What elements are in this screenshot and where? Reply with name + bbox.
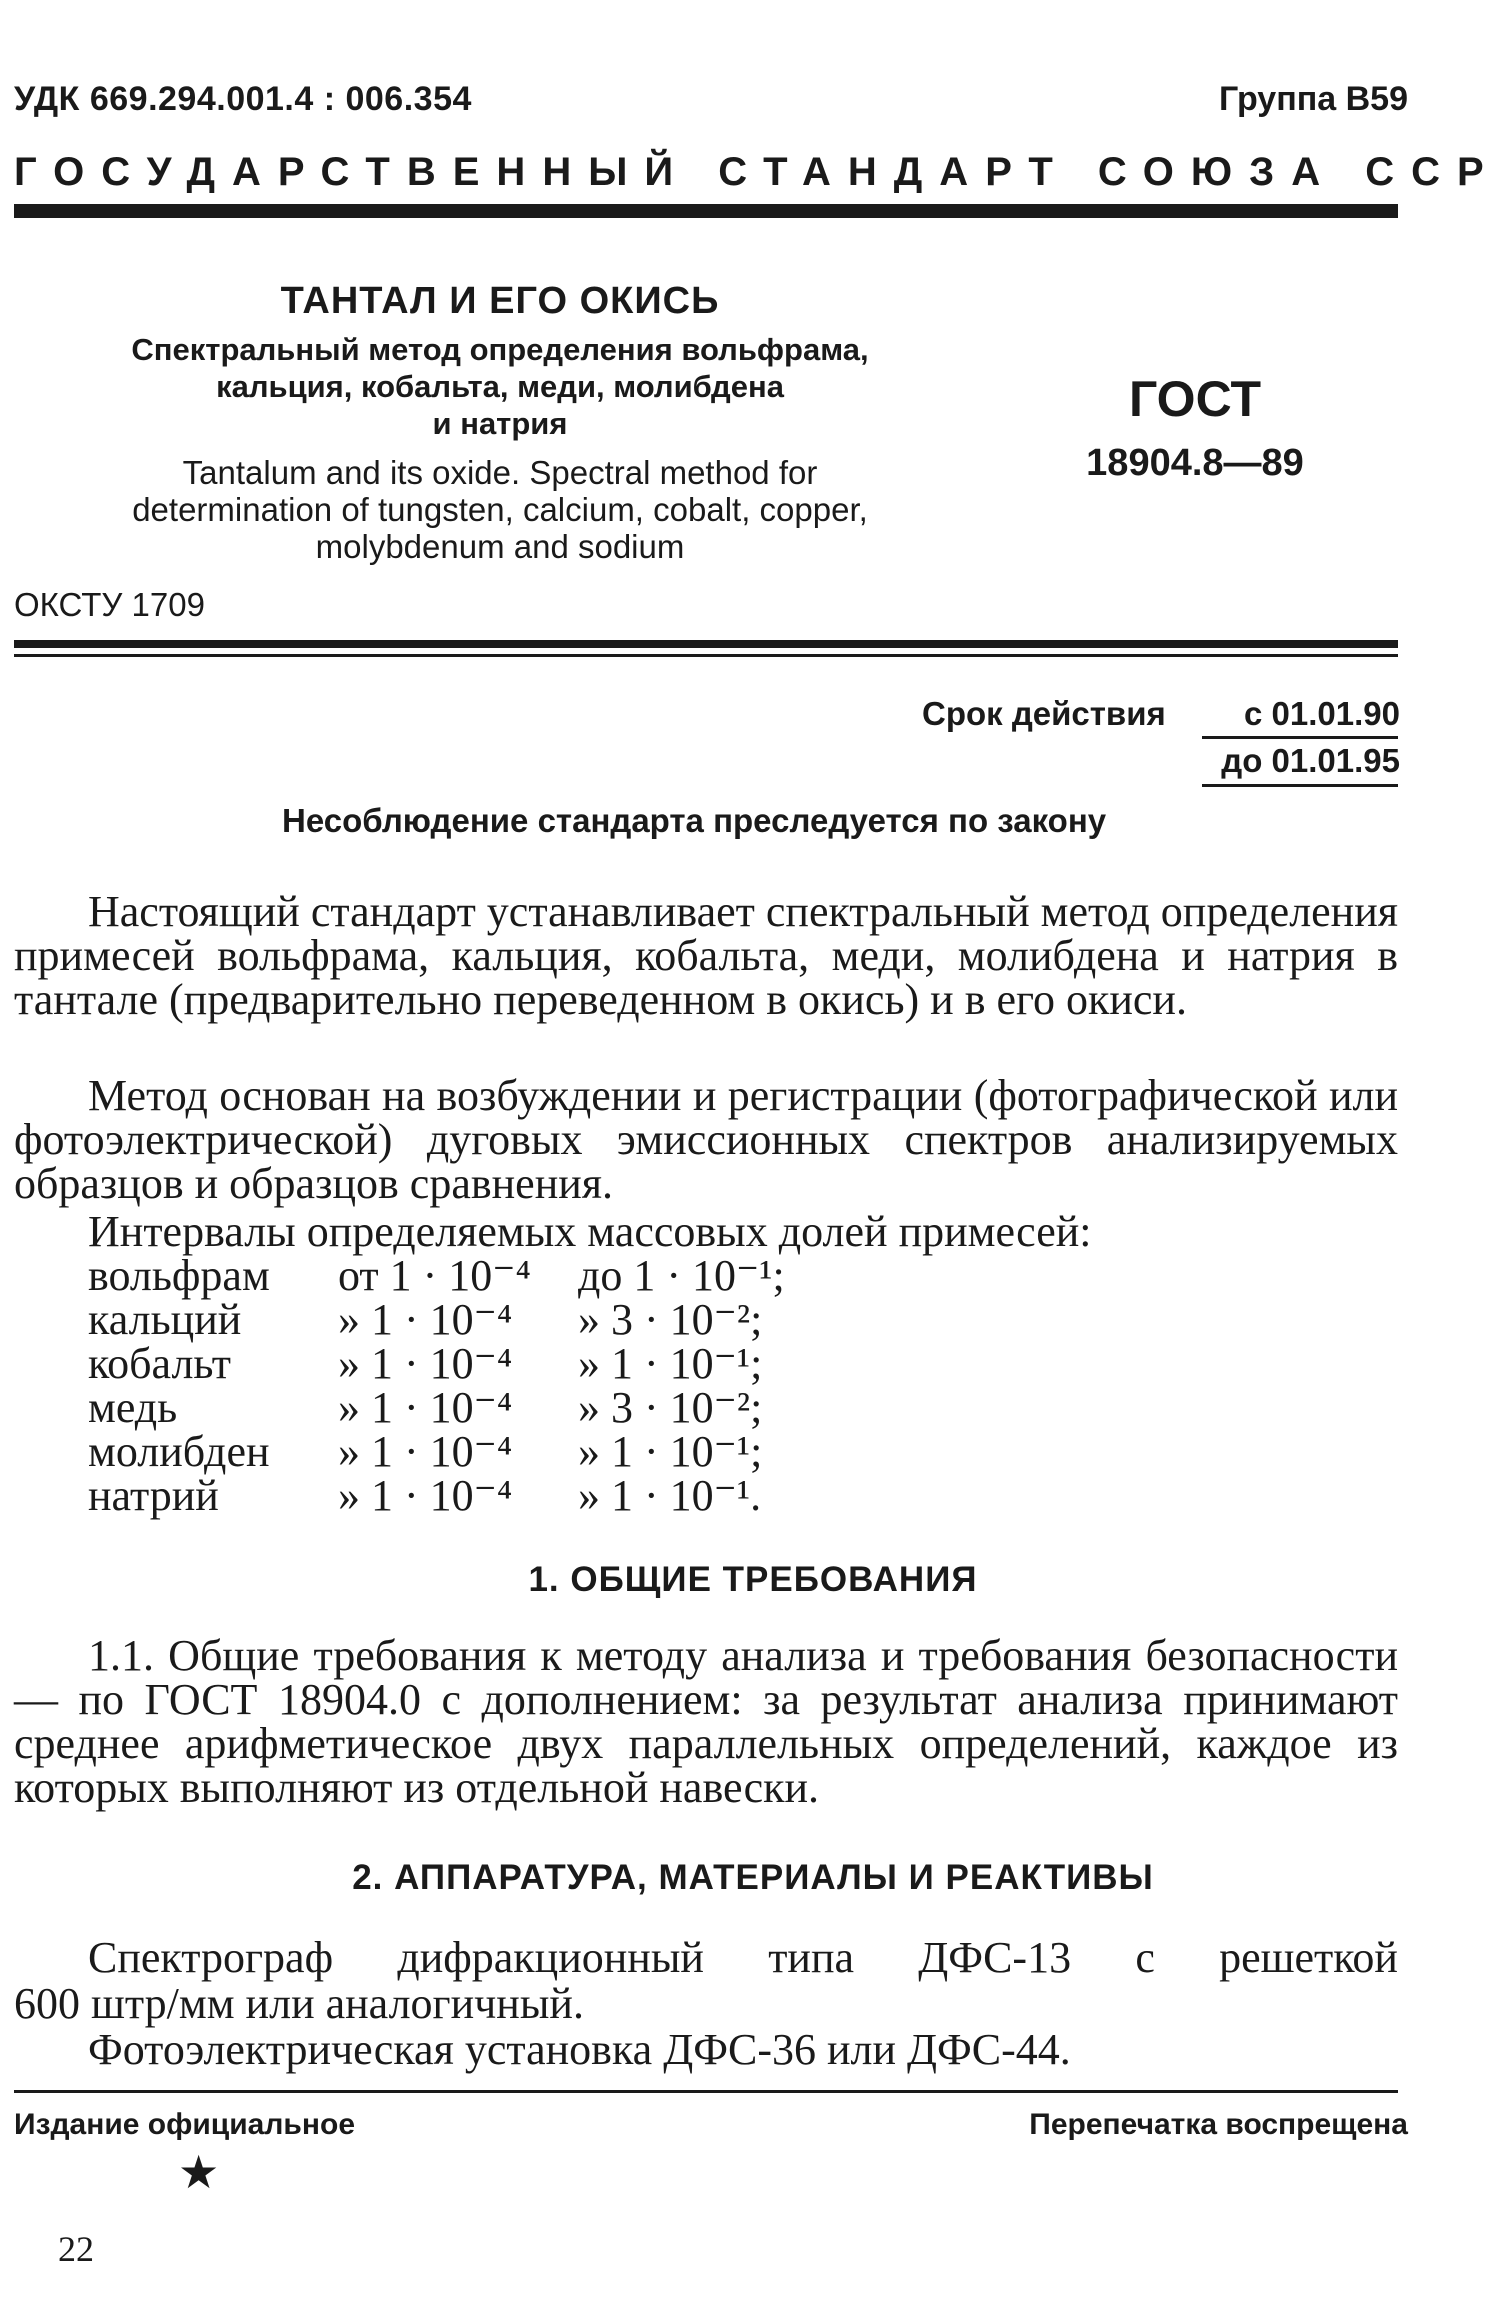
- section-1-paragraph: 1.1. Общие требования к методу анализа и требования безопасности — по ГОСТ 18904.0 с дополнением: за результат анализа принимают среднее арифметическое двух параллельных определений, каждое из которых выполняют из отдельной навески.: [14, 1631, 1398, 1812]
- spectrograph-continuation: 600 штр/мм или аналогичный.: [14, 1979, 584, 2028]
- word: Спектрограф: [88, 1933, 334, 1982]
- reprint-prohibited-label: Перепечатка воспрещена: [1029, 2108, 1408, 2141]
- interval-to: » 3 · 10⁻²;: [578, 1383, 763, 1432]
- document-title: ТАНТАЛ И ЕГО ОКИСЬ: [280, 280, 720, 322]
- subtitle-line: кальция, кобальта, меди, молибдена: [216, 369, 784, 404]
- word: решеткой: [1219, 1933, 1398, 1982]
- interval-to: » 1 · 10⁻¹;: [578, 1427, 763, 1476]
- interval-element: кальций: [88, 1295, 242, 1344]
- spectrograph-line: [14, 1932, 1398, 1983]
- word: ДФС-13: [918, 1933, 1072, 1982]
- subtitle-line: и натрия: [432, 406, 568, 441]
- english-line: Tantalum and its oxide. Spectral method for: [182, 454, 818, 491]
- group-code: Группа В59: [1218, 80, 1408, 118]
- title-block-rule: [14, 640, 1398, 648]
- star-icon: ★: [178, 2145, 220, 2199]
- title-block: [50, 280, 950, 565]
- interval-element: молибден: [88, 1427, 270, 1476]
- gost-label: ГОСТ: [1129, 371, 1261, 427]
- word: типа: [768, 1933, 855, 1982]
- interval-from: » 1 · 10⁻⁴: [338, 1383, 513, 1432]
- english-line: determination of tungsten, calcium, cobalt, copper,: [132, 491, 868, 528]
- interval-element: кобальт: [88, 1339, 232, 1388]
- validity-underline: [1202, 736, 1398, 739]
- word: с: [1135, 1933, 1155, 1982]
- valid-from: с 01.01.90: [1244, 695, 1400, 732]
- footer-rule: [14, 2090, 1398, 2093]
- official-edition-label: Издание официальное: [14, 2108, 356, 2141]
- interval-to: до 1 · 10⁻¹;: [578, 1251, 785, 1300]
- section-1-heading: 1. ОБЩИЕ ТРЕБОВАНИЯ: [528, 1560, 978, 1599]
- interval-from: » 1 · 10⁻⁴: [338, 1339, 513, 1388]
- header-thick-rule: [14, 204, 1398, 218]
- gost-number: 18904.8—89: [1086, 442, 1304, 484]
- interval-from: » 1 · 10⁻⁴: [338, 1427, 513, 1476]
- method-paragraph: Метод основан на возбуждении и регистрации (фотографической или фотоэлектрической) дуговых эмиссионных спектров анализируемых образцов и образцов сравнения.: [14, 1071, 1398, 1208]
- interval-element: медь: [88, 1383, 178, 1432]
- state-standard-banner: ГОСУДАРСТВЕННЫЙ СТАНДАРТ СОЮЗА ССР: [14, 150, 1501, 194]
- valid-to: до 01.01.95: [1221, 742, 1400, 779]
- validity-underline: [1202, 784, 1398, 787]
- law-notice: Несоблюдение стандарта преследуется по закону: [282, 802, 1107, 839]
- title-block-thin-rule: [14, 654, 1398, 657]
- intro-paragraph: Настоящий стандарт устанавливает спектральный метод определения примесей вольфрама, кальция, кобальта, меди, молибдена и натрия в тантале (предварительно переведенном в окись) и в его окиси.: [14, 887, 1399, 1024]
- interval-from: » 1 · 10⁻⁴: [338, 1471, 513, 1520]
- word: дифракционный: [397, 1933, 704, 1982]
- interval-from: от 1 · 10⁻⁴: [338, 1251, 531, 1300]
- english-line: molybdenum and sodium: [315, 528, 685, 565]
- interval-from: » 1 · 10⁻⁴: [338, 1295, 513, 1344]
- page-number: 22: [58, 2229, 94, 2269]
- document-subtitle: [50, 331, 950, 442]
- interval-to: » 1 · 10⁻¹.: [578, 1471, 762, 1520]
- oksty-code: ОКСТУ 1709: [14, 586, 205, 623]
- interval-element: натрий: [88, 1471, 219, 1520]
- udk-code: УДК 669.294.001.4 : 006.354: [14, 80, 472, 118]
- interval-to: » 3 · 10⁻²;: [578, 1295, 763, 1344]
- interval-element: вольфрам: [88, 1251, 270, 1300]
- section-2-heading: 2. АППАРАТУРА, МАТЕРИАЛЫ И РЕАКТИВЫ: [352, 1858, 1154, 1897]
- interval-to: » 1 · 10⁻¹;: [578, 1339, 763, 1388]
- english-title: [50, 454, 950, 565]
- intervals-heading: Интервалы определяемых массовых долей примесей:: [88, 1207, 1092, 1256]
- validity-label: Срок действия: [922, 695, 1166, 732]
- subtitle-line: Спектральный метод определения вольфрама,: [131, 332, 869, 367]
- photoelectric-setup-line: Фотоэлектрическая установка ДФС-36 или ДФС-44.: [88, 2025, 1071, 2074]
